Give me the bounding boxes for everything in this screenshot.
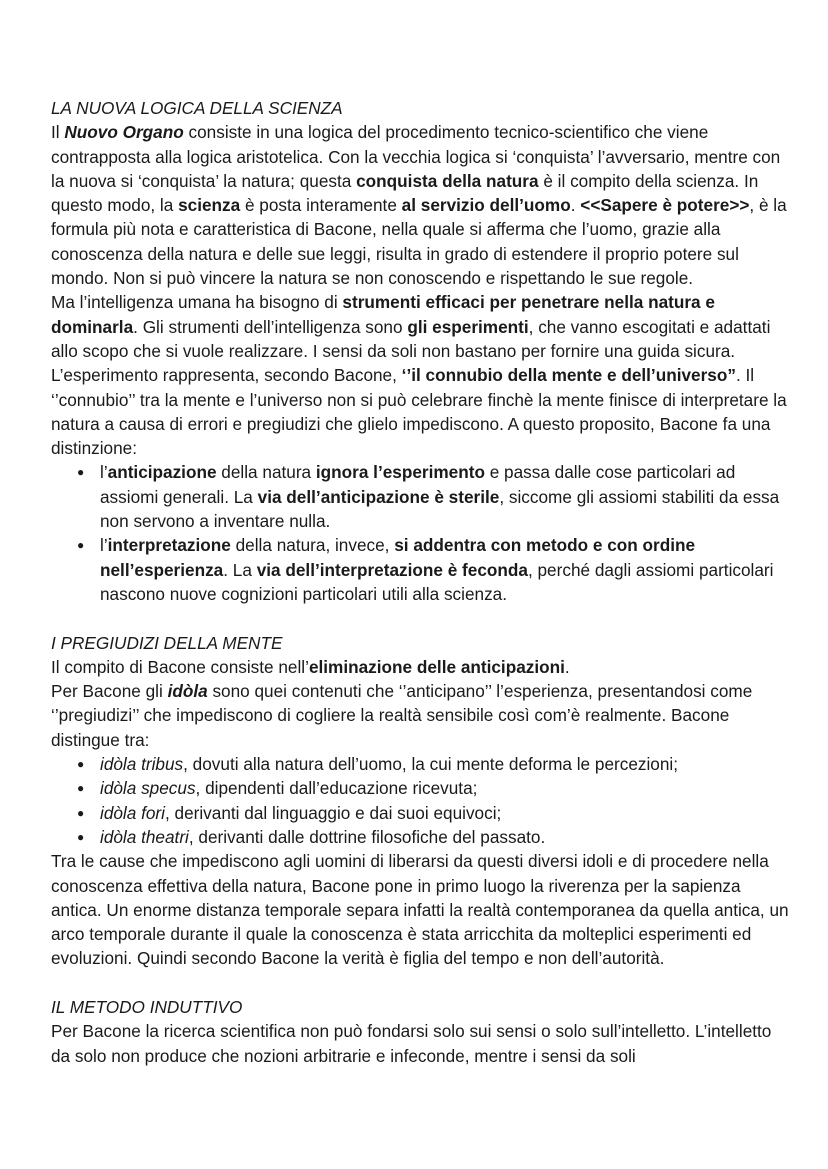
term-idola-specus: idòla specus	[100, 778, 196, 799]
term-idola-tribus: idòla tribus	[100, 754, 184, 775]
list-item-idola-theatri	[51, 825, 791, 849]
text-run: Ma l’intelligenza umana ha bisogno di	[51, 292, 343, 313]
text-run: Il	[51, 122, 65, 143]
distinction-list	[51, 460, 791, 606]
text-run: Per Bacone gli	[51, 681, 168, 702]
paragraph-compito-bacone	[51, 655, 791, 679]
text-run: , derivanti dalle dottrine filosofiche del passato.	[188, 826, 546, 847]
list-item-idola-tribus	[51, 752, 791, 776]
text-run: , derivanti dal linguaggio e dai suoi equivoci;	[164, 802, 502, 823]
text-run: , perché dagli assiomi particolari nascono nuove cognizioni particolari utili alla scienza.	[100, 559, 774, 604]
text-run: consiste in una logica del procedimento tecnico-scientifico che viene contrapposta alla logica aristotelica. Con la vecchia logica si ‘conquista’ l’avversario, mentre con la nuova si ‘conquista’ la natura; questa	[51, 122, 781, 191]
bold-strumenti-efficaci: strumenti efficaci per penetrare nella natura e dominarla	[51, 292, 715, 337]
text-run: , siccome gli assiomi stabiliti da essa non servono a inventare nulla.	[100, 486, 780, 532]
section-gap	[51, 971, 791, 995]
bold-via-interpretazione: via dell’interpretazione è feconda	[256, 559, 528, 580]
text-run: . Gli strumenti dell’intelligenza sono	[133, 316, 408, 337]
text-run: Il compito di Bacone consiste nell’	[51, 656, 309, 677]
paragraph-cause: Tra le cause che impediscono agli uomini di liberarsi da questi diversi idoli e di procedere nella conoscenza effettiva della natura, Bacone pone in primo luogo la riverenza per la sapienza antica. Un enorme distanza temporale separa infatti la realtà contemporanea da quella antica, un arco temporale durante il quale la conoscenza è stata arricchita da molteplici esperimenti ed evoluzioni. Quindi secondo Bacone la verità è figlia del tempo e non dell’autorità.	[51, 851, 789, 969]
text-run: della natura, invece,	[230, 535, 395, 556]
text-run: è il compito della scienza. In questo modo, la	[51, 170, 759, 216]
section-heading-metodo-induttivo: IL METODO INDUTTIVO	[51, 996, 243, 1017]
paragraph-strumenti	[51, 290, 791, 460]
document-page	[51, 96, 791, 1068]
idola-list	[51, 752, 791, 849]
bold-connubio: ‘’il connubio della mente e dell’universo”	[401, 365, 736, 386]
bold-interpretazione: interpretazione	[107, 535, 231, 556]
text-run: , dipendenti dall’educazione ricevuta;	[195, 778, 478, 799]
text-run: e passa dalle cose particolari ad assiomi generali. La	[100, 462, 736, 507]
term-idola-fori: idòla fori	[100, 802, 165, 823]
text-run: l’	[100, 535, 108, 556]
text-run: sono quei contenuti che ‘’anticipano’’ l’esperienza, presentandosi come ‘’pregiudizi’’ che impediscono di cogliere la realtà sensibile così com’è realmente. Bacone distingue tra:	[51, 681, 753, 750]
bold-sapere-potere: <<Sapere è potere>>	[580, 195, 750, 216]
bold-scienza: scienza	[178, 195, 241, 216]
text-run: l’	[100, 462, 108, 483]
paragraph-ricerca-scientifica: Per Bacone la ricerca scientifica non può fondarsi solo sui sensi o solo sull’intelletto. L’intelletto da solo non produce che nozioni arbitrarie e infeconde, mentre i sensi da soli	[51, 1021, 772, 1066]
bold-conquista-natura: conquista della natura	[356, 170, 539, 191]
term-idola: idòla	[167, 681, 208, 702]
text-run: , dovuti alla natura dell’uomo, la cui mente deforma le percezioni;	[183, 754, 679, 775]
bold-anticipazione: anticipazione	[107, 462, 217, 483]
bold-ignora-esperimento: ignora l’esperimento	[315, 462, 485, 483]
bold-esperimenti: gli esperimenti	[407, 316, 529, 337]
text-run: , è la formula più nota e caratteristica di Bacone, nella quale si afferma che l’uomo, grazie alla conoscenza della natura e delle sue leggi, risulta in grado di estendere il proprio potere sul mondo. Non si può vincere la natura se non conoscendo e rispettando le sue regole.	[51, 195, 787, 289]
text-run: . Il ‘’connubio’’ tra la mente e l’universo non si può celebrare finchè la mente finisce di interpretare la natura a causa di errori e pregiudizi che glielo impediscono. A questo proposito, Bacone fa una distinzione:	[51, 365, 787, 459]
bold-via-anticipazione: via dell’anticipazione è sterile	[257, 486, 500, 507]
text-run: .	[570, 195, 581, 216]
bold-servizio-uomo: al servizio dell’uomo	[401, 195, 571, 216]
paragraph-nuovo-organo	[51, 120, 791, 290]
bold-addentra-metodo: si addentra con metodo e con ordine nell’esperienza	[100, 535, 696, 580]
term-idola-theatri: idòla theatri	[100, 826, 189, 847]
text-run: , che vanno escogitati e adattati allo scopo che si vuole realizzare. I sensi da soli non bastano per fornire una guida sicura. L’esperimento rappresenta, secondo Bacone,	[51, 316, 771, 386]
bold-eliminazione-anticipazioni: eliminazione delle anticipazioni	[308, 656, 565, 677]
list-item-anticipazione	[51, 460, 791, 533]
list-item-idola-fori	[51, 801, 791, 825]
list-item-idola-specus	[51, 776, 791, 800]
section-heading-nuova-logica: LA NUOVA LOGICA DELLA SCIENZA	[51, 98, 343, 118]
list-item-interpretazione	[51, 533, 791, 606]
text-run: . La	[223, 559, 257, 580]
term-nuovo-organo: Nuovo Organo	[64, 122, 184, 143]
section-heading-pregiudizi: I PREGIUDIZI DELLA MENTE	[51, 632, 283, 653]
text-run: .	[564, 656, 570, 677]
paragraph-idola	[51, 679, 791, 752]
text-run: è posta interamente	[240, 195, 402, 216]
section-gap	[51, 606, 791, 630]
text-run: della natura	[216, 462, 316, 483]
